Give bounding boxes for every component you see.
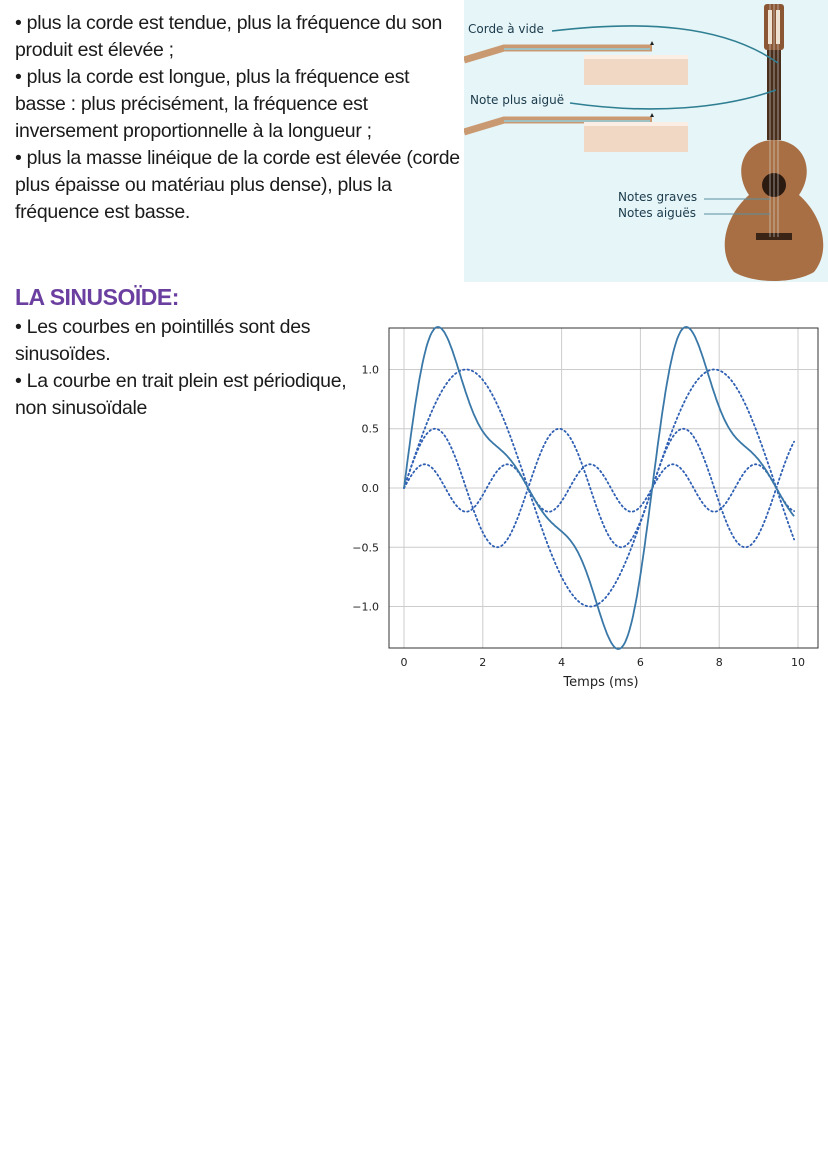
- x-tick-label: 0: [400, 656, 408, 669]
- x-tick-label: 2: [479, 656, 487, 669]
- intro-bullets: [15, 10, 460, 226]
- chart-canvas: [340, 318, 820, 690]
- y-tick-label: −1.0: [352, 600, 379, 614]
- label-low-notes: Notes graves: [618, 190, 698, 204]
- label-higher-note: Note plus aiguë: [470, 93, 565, 107]
- higher-note-detail: [464, 113, 688, 152]
- x-tick-label: 10: [791, 656, 805, 669]
- x-tick-label: 4: [558, 656, 566, 669]
- x-tick-label: 6: [636, 656, 644, 669]
- guitar-illustration: [725, 4, 824, 281]
- note-dotted: • Les courbes en pointillés sont des sinusoïdes.: [15, 316, 311, 365]
- label-high-notes: Notes aiguës: [618, 206, 697, 220]
- y-tick-label: 0.0: [361, 482, 379, 495]
- y-tick-label: 1.0: [361, 363, 379, 377]
- bullet-mass: • plus la masse linéique de la corde est élevée (corde plus épaisse ou matériau plus dense), plus la fréquence est basse.: [15, 147, 460, 223]
- bullet-length: • plus la corde est longue, plus la fréquence est basse : plus précisément, la fréquence est inversement proportionnelle à la longueur ;: [15, 66, 410, 142]
- x-axis-label: Temps (ms): [563, 675, 639, 690]
- guitar-figure: [464, 0, 828, 282]
- note-solid: • La courbe en trait plein est périodique, non sinusoïdale: [15, 370, 347, 419]
- section-title: LA SINUSOÏDE:: [15, 284, 179, 310]
- sinusoid-notes: [15, 314, 360, 422]
- open-string-detail: [464, 41, 688, 85]
- y-tick-label: 0.5: [361, 422, 379, 436]
- bullet-tension: • plus la corde est tendue, plus la fréquence du son produit est élevée ;: [15, 12, 443, 61]
- x-tick-label: 8: [715, 656, 723, 669]
- guitar-diagram: [464, 0, 828, 282]
- y-tick-label: −0.5: [352, 541, 379, 555]
- label-open-string: Corde à vide: [468, 22, 544, 36]
- sinusoid-chart: [340, 318, 820, 695]
